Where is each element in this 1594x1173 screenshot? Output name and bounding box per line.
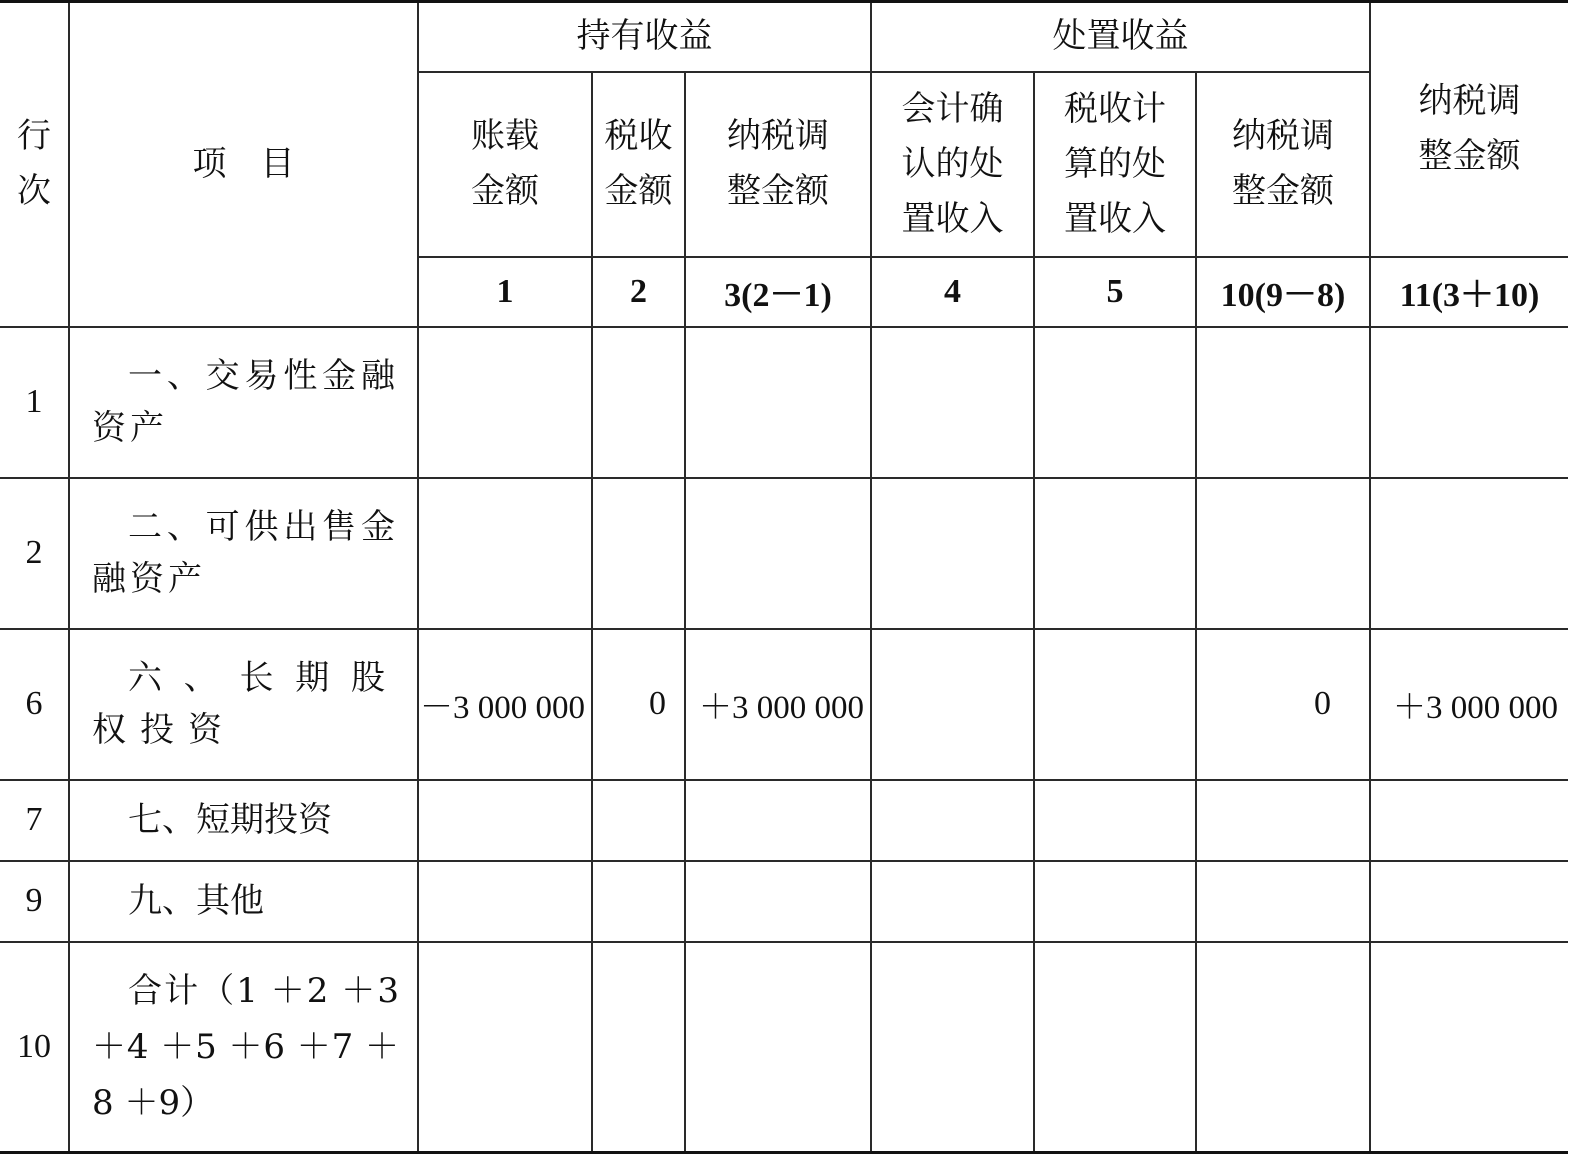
- row-disposal-adjustment: [1196, 780, 1370, 861]
- row-book-amount: [418, 942, 592, 1153]
- table-row: [0, 478, 1568, 629]
- row-total-adjustment: [1370, 780, 1568, 861]
- row-tax-disposal: [1034, 629, 1196, 780]
- row-item: 九、其他: [69, 861, 418, 942]
- row-number: 10: [0, 942, 69, 1153]
- row-item: 合计（1 ＋2 ＋3 ＋4 ＋5 ＋6 ＋7 ＋8 ＋9）: [69, 942, 418, 1153]
- header-tax-disposal-income: 税收计算的处置收入: [1034, 72, 1196, 257]
- row-number: 7: [0, 780, 69, 861]
- row-item: 六、长期股权投资: [69, 629, 418, 780]
- row-accounting-disposal: [871, 780, 1034, 861]
- col-number-2: 2: [592, 257, 685, 327]
- row-tax-amount: [592, 327, 685, 478]
- col-number-3: 3(2－1): [685, 257, 871, 327]
- col-number-11: 11(3＋10): [1370, 257, 1568, 327]
- row-total-adjustment: [1370, 861, 1568, 942]
- row-adjustment-amount: [685, 478, 871, 629]
- row-accounting-disposal: [871, 861, 1034, 942]
- row-tax-amount: [592, 942, 685, 1153]
- header-disposal-adjustment: 纳税调整金额: [1196, 72, 1370, 257]
- row-book-amount: [418, 861, 592, 942]
- table-row: [0, 327, 1568, 478]
- row-tax-amount: 0: [592, 629, 685, 780]
- row-total-adjustment: [1370, 327, 1568, 478]
- row-total-adjustment: ＋3 000 000: [1370, 629, 1568, 780]
- row-number: 9: [0, 861, 69, 942]
- header-accounting-disposal-income: 会计确认的处置收入: [871, 72, 1034, 257]
- header-tax-amount: 税收金额: [592, 72, 685, 257]
- row-disposal-adjustment: [1196, 861, 1370, 942]
- row-adjustment-amount: ＋3 000 000: [685, 629, 871, 780]
- row-tax-disposal: [1034, 861, 1196, 942]
- row-tax-amount: [592, 780, 685, 861]
- header-holding-income: 持有收益: [418, 2, 871, 72]
- col-number-4: 4: [871, 257, 1034, 327]
- table-row: [0, 942, 1568, 1153]
- row-total-adjustment: [1370, 478, 1568, 629]
- row-disposal-adjustment: [1196, 942, 1370, 1153]
- row-tax-disposal: [1034, 780, 1196, 861]
- row-tax-disposal: [1034, 327, 1196, 478]
- row-adjustment-amount: [685, 861, 871, 942]
- row-tax-disposal: [1034, 942, 1196, 1153]
- row-adjustment-amount: [685, 780, 871, 861]
- row-accounting-disposal: [871, 629, 1034, 780]
- table-row: [0, 629, 1568, 780]
- col-number-1: 1: [418, 257, 592, 327]
- row-book-amount: [418, 327, 592, 478]
- table-row: [0, 861, 1568, 942]
- header-disposal-income: 处置收益: [871, 2, 1370, 72]
- row-tax-amount: [592, 861, 685, 942]
- row-number: 1: [0, 327, 69, 478]
- row-book-amount: [418, 478, 592, 629]
- table-row: [0, 780, 1568, 861]
- row-disposal-adjustment: [1196, 327, 1370, 478]
- row-book-amount: [418, 780, 592, 861]
- row-tax-amount: [592, 478, 685, 629]
- row-number: 6: [0, 629, 69, 780]
- row-accounting-disposal: [871, 327, 1034, 478]
- header-book-amount: 账载金额: [418, 72, 592, 257]
- row-accounting-disposal: [871, 478, 1034, 629]
- row-item: 二、可供出售金融资产: [69, 478, 418, 629]
- row-adjustment-amount: [685, 327, 871, 478]
- row-accounting-disposal: [871, 942, 1034, 1153]
- col-number-5: 5: [1034, 257, 1196, 327]
- row-disposal-adjustment: [1196, 478, 1370, 629]
- header-total-adjustment: 纳税调整金额: [1370, 2, 1568, 257]
- row-item: 七、短期投资: [69, 780, 418, 861]
- row-adjustment-amount: [685, 942, 871, 1153]
- header-row-number: 行次: [0, 2, 69, 327]
- row-book-amount: －3 000 000: [418, 629, 592, 780]
- row-tax-disposal: [1034, 478, 1196, 629]
- header-item: 项 目: [69, 2, 418, 327]
- row-disposal-adjustment: 0: [1196, 629, 1370, 780]
- row-number: 2: [0, 478, 69, 629]
- row-total-adjustment: [1370, 942, 1568, 1153]
- col-number-10: 10(9－8): [1196, 257, 1370, 327]
- header-adjustment-amount: 纳税调整金额: [685, 72, 871, 257]
- row-item: 一、交易性金融资产: [69, 327, 418, 478]
